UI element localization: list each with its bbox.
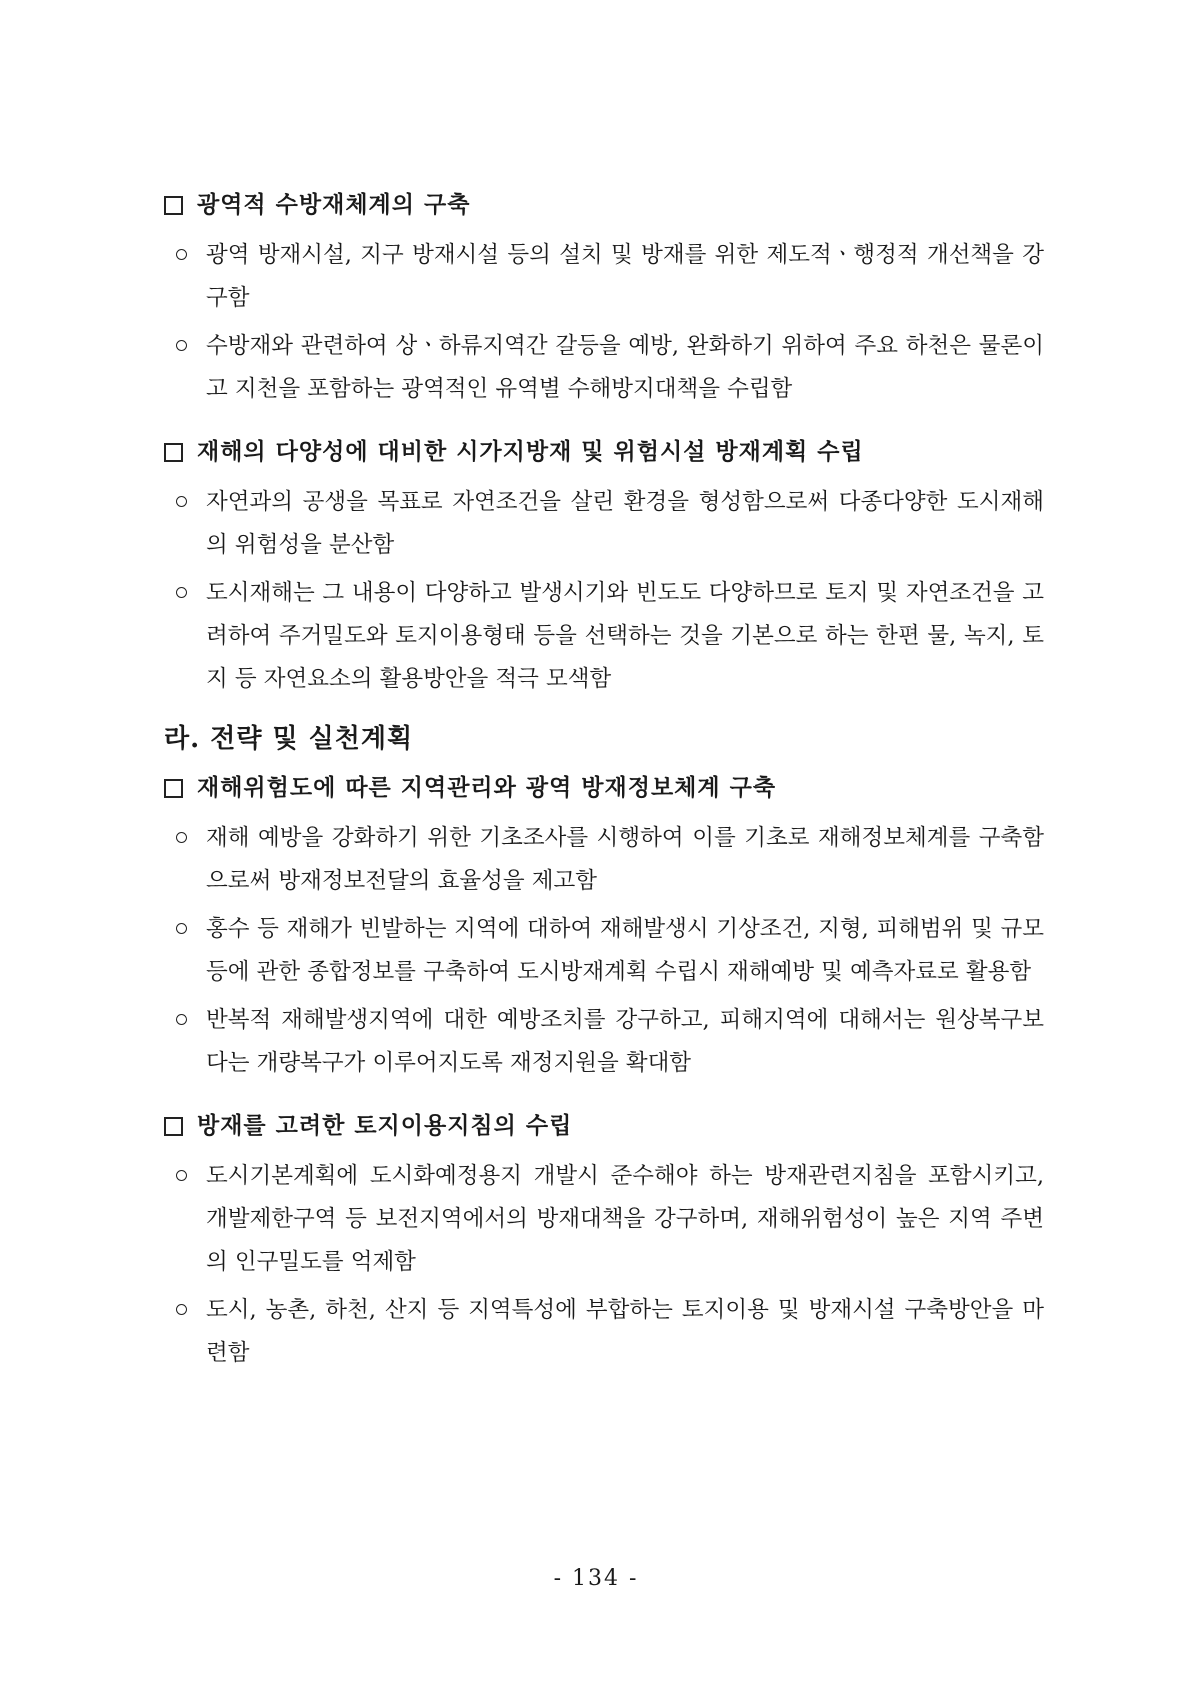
circle-bullet-icon (176, 496, 187, 507)
list-item-text: 도시, 농촌, 하천, 산지 등 지역특성에 부합하는 토지이용 및 방재시설 구축방안을 마련함 (206, 1297, 1044, 1366)
section-heading (164, 1109, 1044, 1143)
list-item-text: 광역 방재시설, 지구 방재시설 등의 설치 및 방재를 위한 제도적ㆍ행정적 개선책을 강구함 (206, 242, 1044, 311)
circle-bullet-icon (176, 1170, 187, 1181)
list-item (164, 1155, 1044, 1284)
heading-text: 재해위험도에 따른 지역관리와 광역 방재정보체계 구축 (197, 774, 777, 801)
checkbox-icon (164, 1117, 183, 1136)
circle-bullet-icon (176, 587, 187, 598)
circle-bullet-icon (176, 1304, 187, 1315)
list-item (164, 999, 1044, 1085)
circle-bullet-icon (176, 340, 187, 351)
list-item-text: 재해 예방을 강화하기 위한 기초조사를 시행하여 이를 기초로 재해정보체계를 구축함으로써 방재정보전달의 효율성을 제고함 (206, 825, 1044, 894)
list-item (164, 817, 1044, 903)
checkbox-icon (164, 443, 183, 462)
heading-text: 방재를 고려한 토지이용지침의 수립 (197, 1112, 573, 1139)
list-item-text: 반복적 재해발생지역에 대한 예방조치를 강구하고, 피해지역에 대해서는 원상복구보다는 개량복구가 이루어지도록 재정지원을 확대함 (206, 1007, 1044, 1076)
subsection-title: 라. 전략 및 실천계획 (164, 724, 414, 754)
list-item (164, 572, 1044, 701)
list-item (164, 1289, 1044, 1375)
circle-bullet-icon (176, 923, 187, 934)
checkbox-icon (164, 779, 183, 798)
list-item (164, 908, 1044, 994)
heading-text: 광역적 수방재체계의 구축 (197, 191, 471, 218)
section-heading (164, 188, 1044, 222)
list-item-text: 도시재해는 그 내용이 다양하고 발생시기와 빈도도 다양하므로 토지 및 자연조건을 고려하여 주거밀도와 토지이용형태 등을 선택하는 것을 기본으로 하는 한편 물, 녹지, 토지 등 자연요소의 활용방안을 적극 모색함 (206, 580, 1044, 692)
list-item-text: 도시기본계획에 도시화예정용지 개발시 준수해야 하는 방재관련지침을 포함시키고, 개발제한구역 등 보전지역에서의 방재대책을 강구하며, 재해위험성이 높은 지역 주변의 인구밀도를 억제함 (206, 1163, 1044, 1275)
list-item-text: 자연과의 공생을 목표로 자연조건을 살린 환경을 형성함으로써 다종다양한 도시재해의 위험성을 분산함 (206, 489, 1044, 558)
section-heading (164, 771, 1044, 805)
list-item (164, 325, 1044, 411)
circle-bullet-icon (176, 832, 187, 843)
list-item (164, 481, 1044, 567)
checkbox-icon (164, 196, 183, 215)
list-item (164, 234, 1044, 320)
section-heading (164, 435, 1044, 469)
heading-text: 재해의 다양성에 대비한 시가지방재 및 위험시설 방재계획 수립 (197, 438, 864, 465)
page-number: - 134 - (553, 1566, 639, 1591)
circle-bullet-icon (176, 249, 187, 260)
document-body (164, 188, 1044, 1375)
circle-bullet-icon (176, 1014, 187, 1025)
list-item-text: 홍수 등 재해가 빈발하는 지역에 대하여 재해발생시 기상조건, 지형, 피해범위 및 규모 등에 관한 종합정보를 구축하여 도시방재계획 수립시 재해예방 및 예측자료로 활용함 (206, 916, 1044, 985)
list-item-text: 수방재와 관련하여 상ㆍ하류지역간 갈등을 예방, 완화하기 위하여 주요 하천은 물론이고 지천을 포함하는 광역적인 유역별 수해방지대책을 수립함 (206, 333, 1044, 402)
